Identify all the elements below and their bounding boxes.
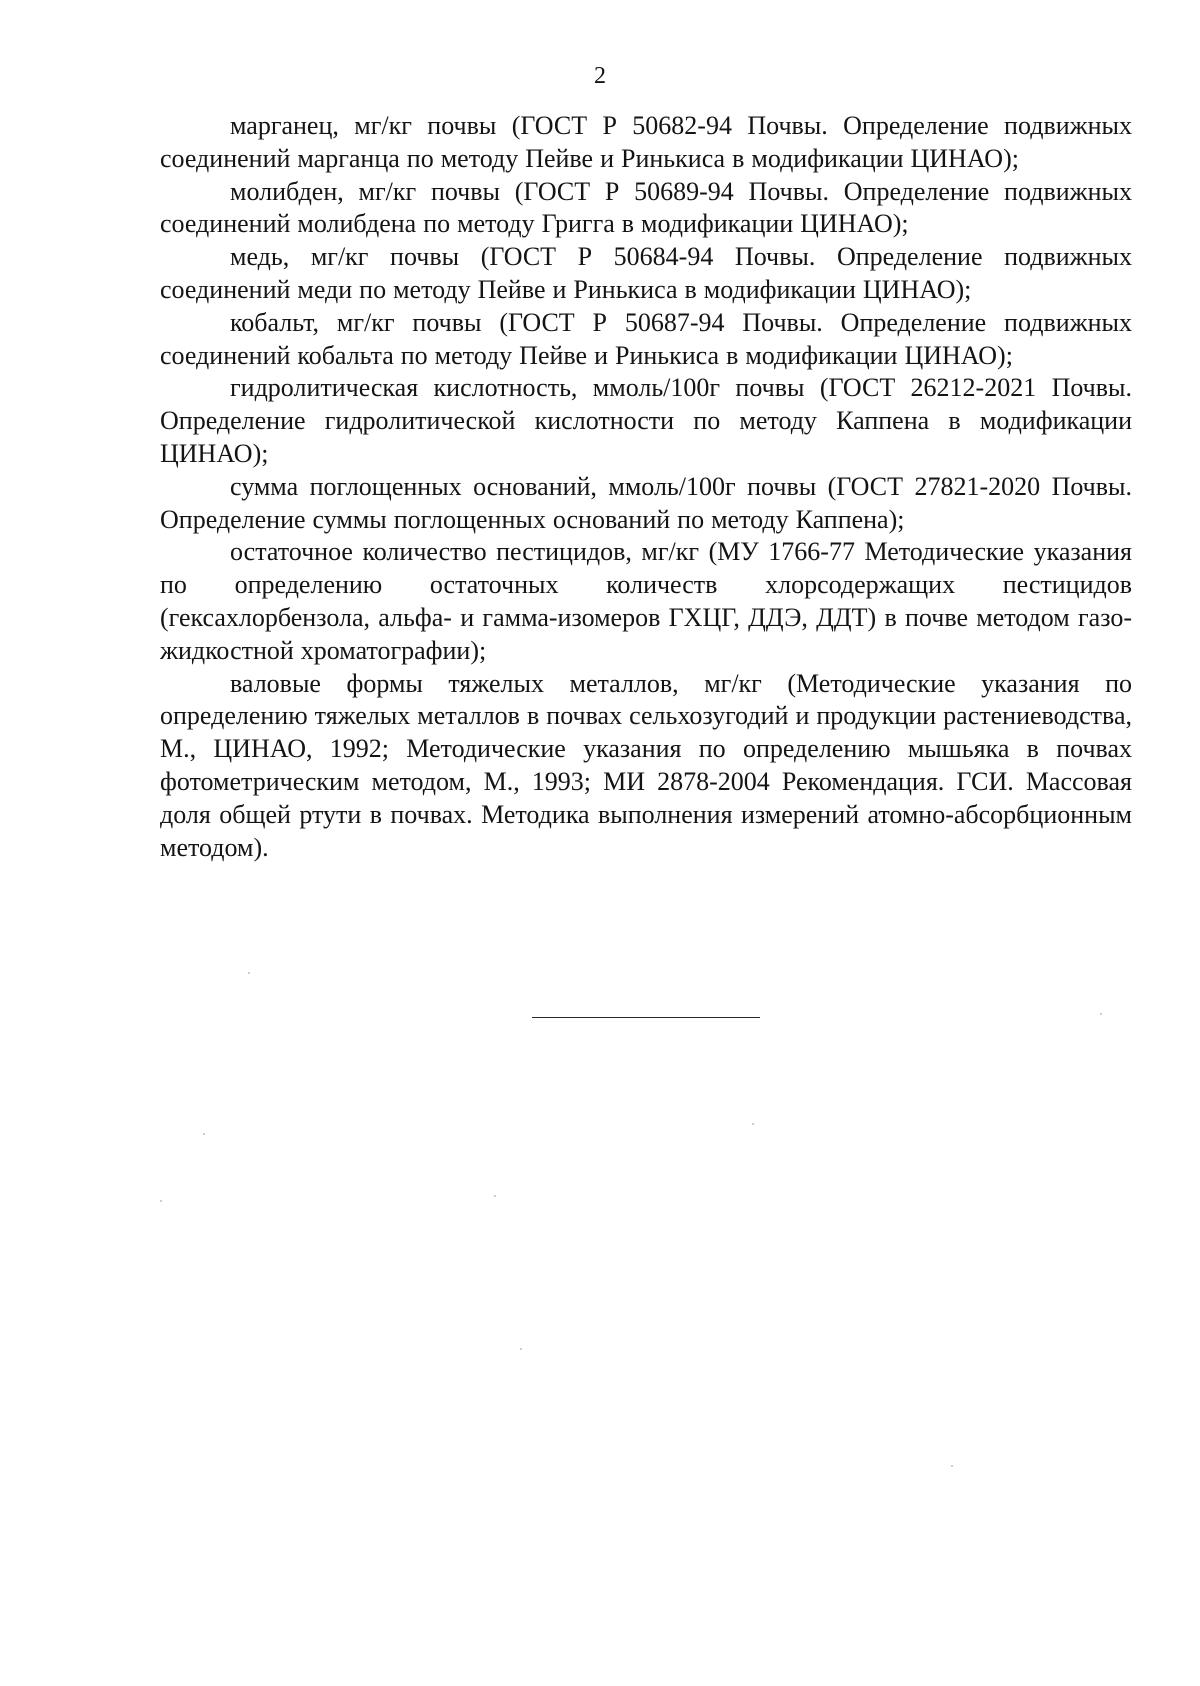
page-number: 2 [594, 63, 606, 89]
end-of-document-line [532, 1017, 760, 1018]
scan-speck [520, 1348, 522, 1350]
document-body [160, 110, 1132, 864]
scan-speck [494, 1195, 496, 1197]
paragraph-hydrolytic-acidity: гидролитическая кислотность, ммоль/100г почвы (ГОСТ 26212-2021 Почвы. Определение гидролитической кислотности по методу Каппена в модификации ЦИНАО); [160, 373, 1132, 468]
scan-speck [160, 1200, 162, 1202]
paragraph-pesticides: остаточное количество пестицидов, мг/кг (МУ 1766-77 Методические указания по определению остаточных количеств хлорсодержащих пестицидов (гексахлорбензола, альфа- и гамма-изомеров ГХЦГ, ДДЭ, ДДТ) в почве методом газо-жидкостной хроматографии); [160, 537, 1132, 665]
paragraph-molybdenum: молибден, мг/кг почвы (ГОСТ Р 50689-94 Почвы. Определение подвижных соединений молибдена по методу Григга в модификации ЦИНАО); [160, 176, 1132, 239]
paragraph-manganese: марганец, мг/кг почвы (ГОСТ Р 50682-94 Почвы. Определение подвижных соединений марганца по методу Пейве и Ринькиса в модификации ЦИНАО); [160, 111, 1132, 173]
scan-speck [951, 1465, 953, 1467]
paragraph-absorbed-bases: сумма поглощенных оснований, ммоль/100г почвы (ГОСТ 27821-2020 Почвы. Определение суммы поглощенных оснований по методу Каппена); [160, 471, 1132, 534]
scan-speck [248, 972, 250, 974]
paragraph-copper: медь, мг/кг почвы (ГОСТ Р 50684-94 Почвы. Определение подвижных соединений меди по методу Пейве и Ринькиса в модификации ЦИНАО); [160, 242, 1132, 304]
scan-speck [752, 1123, 754, 1125]
scan-speck [203, 1133, 205, 1135]
scan-speck [1100, 1013, 1102, 1015]
paragraph-heavy-metals: валовые формы тяжелых металлов, мг/кг (Методические указания по определению тяжелых металлов в почвах сельхозугодий и продукции растениеводства, М., ЦИНАО, 1992; Методические указания по определению мышьяка в почвах фотометрическим методом, М., 1993; МИ 2878-2004 Рекомендация. ГСИ. Массовая доля общей ртути в почвах. Методика выполнения измерений атомно-абсорбционным методом). [160, 668, 1132, 862]
paragraph-cobalt: кобальт, мг/кг почвы (ГОСТ Р 50687-94 Почвы. Определение подвижных соединений кобальта по методу Пейве и Ринькиса в модификации ЦИНАО); [160, 307, 1132, 370]
